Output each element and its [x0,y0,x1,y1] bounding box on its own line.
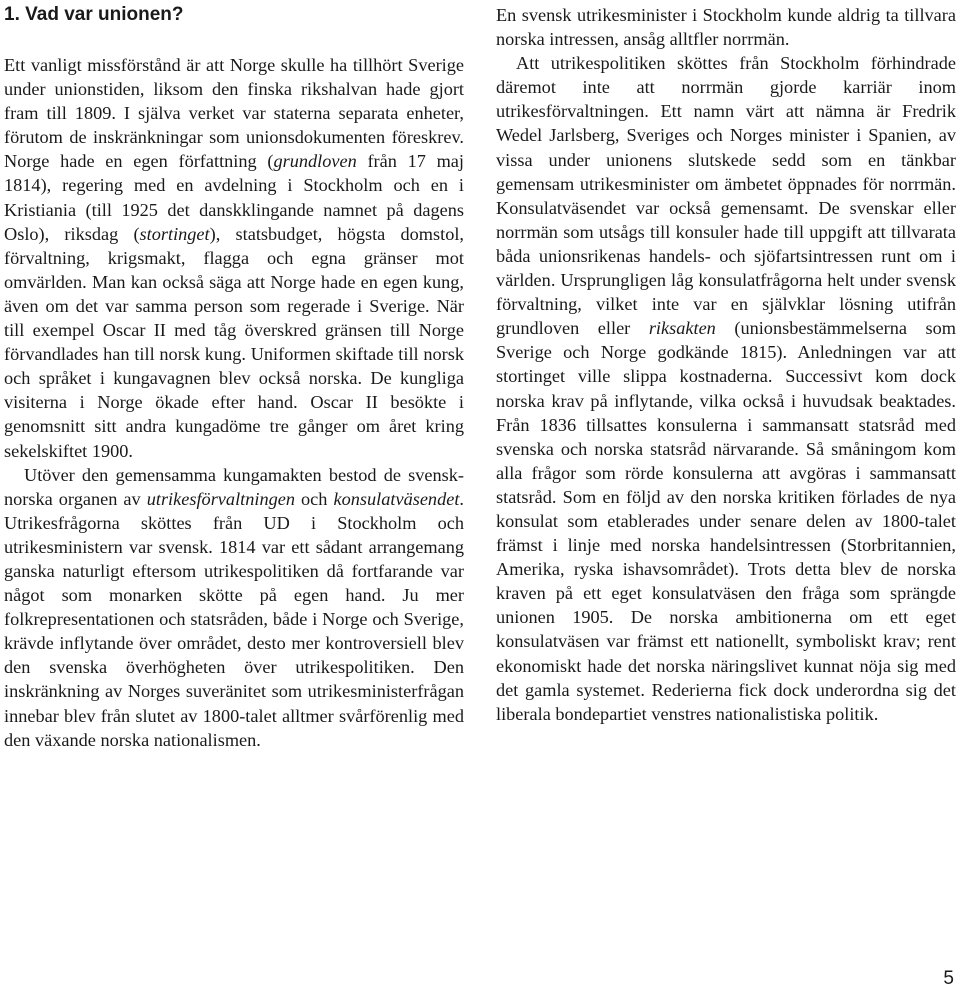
page-number: 5 [943,968,954,989]
right-text-column [496,3,956,726]
italic-term: konsulatväsendet [333,488,460,509]
italic-term: grundloven [273,151,357,172]
italic-term: riksakten [648,318,716,339]
page-title: 1. Vad var unionen? [4,4,184,25]
paragraph: Utöver den gemensamma kungamakten bestod de svensk-norska organen av utrikesförvaltningen och konsulatväsendet. Utrikesfrågorna sköttes från UD i Stockholm och utrikesministern var svensk. 1814 var ett sådant arrangemang ganska naturligt eftersom utrikespolitiken då fortfarande var något som monarken skötte på egen hand. Ju mer folkrepresentationen och statsråden, både i Norge och Sverige, krävde inflytande över området, desto mer kontroversiell blev den svenska överhögheten över utrikespolitiken. Den inskränkning av Norges suveränitet som utrikesministerfrågan innebar blev från slutet av 1800-talet alltmer svårförenlig med den växande norska nationalismen. [4,464,464,750]
paragraph: Ett vanligt missförstånd är att Norge skulle ha tillhört Sverige under unionstiden, liksom den finska rikshalvan hade gjort fram till 1809. I själva verket var staterna separata enheter, förutom de inskränkningar som unionsdokumenten föreskrev. Norge hade en egen författning (grundloven från 17 maj 1814), regering med en avdelning i Stockholm och en i Kristiania (till 1925 det danskklingande namnet på dagens Oslo), riksdag (stortinget), statsbudget, högsta domstol, förvaltning, krigsmakt, flagga och egna gränser mot omvärlden. Man kan också säga att Norge hade en egen kung, även om det var samma person som regerade i Sverige. När till exempel Oscar II med tåg överskred gränsen till Norge förvandlades han till norsk kung. Uniformen skiftade till norsk och språket i kungavagnen blev också norska. De kungliga visiterna i Norge ökade efter hand. Oscar II besökte i genomsnitt sitt andra kungadöme tre gånger om året kring sekelskiftet 1900. [4,55,464,461]
paragraph: En svensk utrikesminister i Stockholm kunde aldrig ta tillvara norska intressen, ansåg alltfler norrmän. [496,5,956,50]
paragraph: Att utrikespolitiken sköttes från Stockholm förhindrade däremot inte att norrmän gjorde karriär inom utrikesförvaltningen. Ett namn värt att nämna är Fredrik Wedel Jarlsberg, Sveriges och Norges minister i Spanien, av vissa under unionens slutskede sedd som en tänkbar gemensam utrikesminister om ämbetet öppnades för norrmän. Konsulatväsendet var också gemensamt. De svenskar eller norrmän som utsågs till konsuler hade till uppgift att tillvarata båda unionsrikenas handels- och sjöfartsintressen runt om i världen. Ursprungligen låg konsulatfrågorna helt under svensk förvaltning, vilket inte var en självklar lösning utifrån grundloven eller riksakten (unionsbestämmelserna som Sverige och Norge godkände 1815). Anledningen var att stortinget ville slippa kostnaderna. Successivt kom dock norska krav på inflytande, vilka också i huvudsak beaktades. Från 1836 tillsattes konsulerna i sammansatt statsråd med svenska och norska statsråd närvarande. Så småningom kom alla frågor som rörde konsulerna att avgöras i sammansatt statsråd. Som en följd av den norska kritiken förlades de nya konsulat som etablerades under senare delen av 1800-talet främst i linje med norska handelsintressen (Storbritannien, Amerika, ryska ishavsområdet). Trots detta blev de norska kraven på ett eget konsulatväsen den fråga som sprängde unionen 1905. De norska ambitionerna om ett eget konsulatväsen var främst ett nationellt, symboliskt krav; rent ekonomiskt hade det norska näringslivet kunnat nöja sig med det gamla systemet. Rederierna fick dock underordna sig det liberala bondepartiet venstres nationalistiska politik. [496,53,956,724]
left-text-column [4,53,464,752]
italic-term: utrikesförvaltningen [146,488,295,509]
italic-term: stortinget [139,223,210,244]
